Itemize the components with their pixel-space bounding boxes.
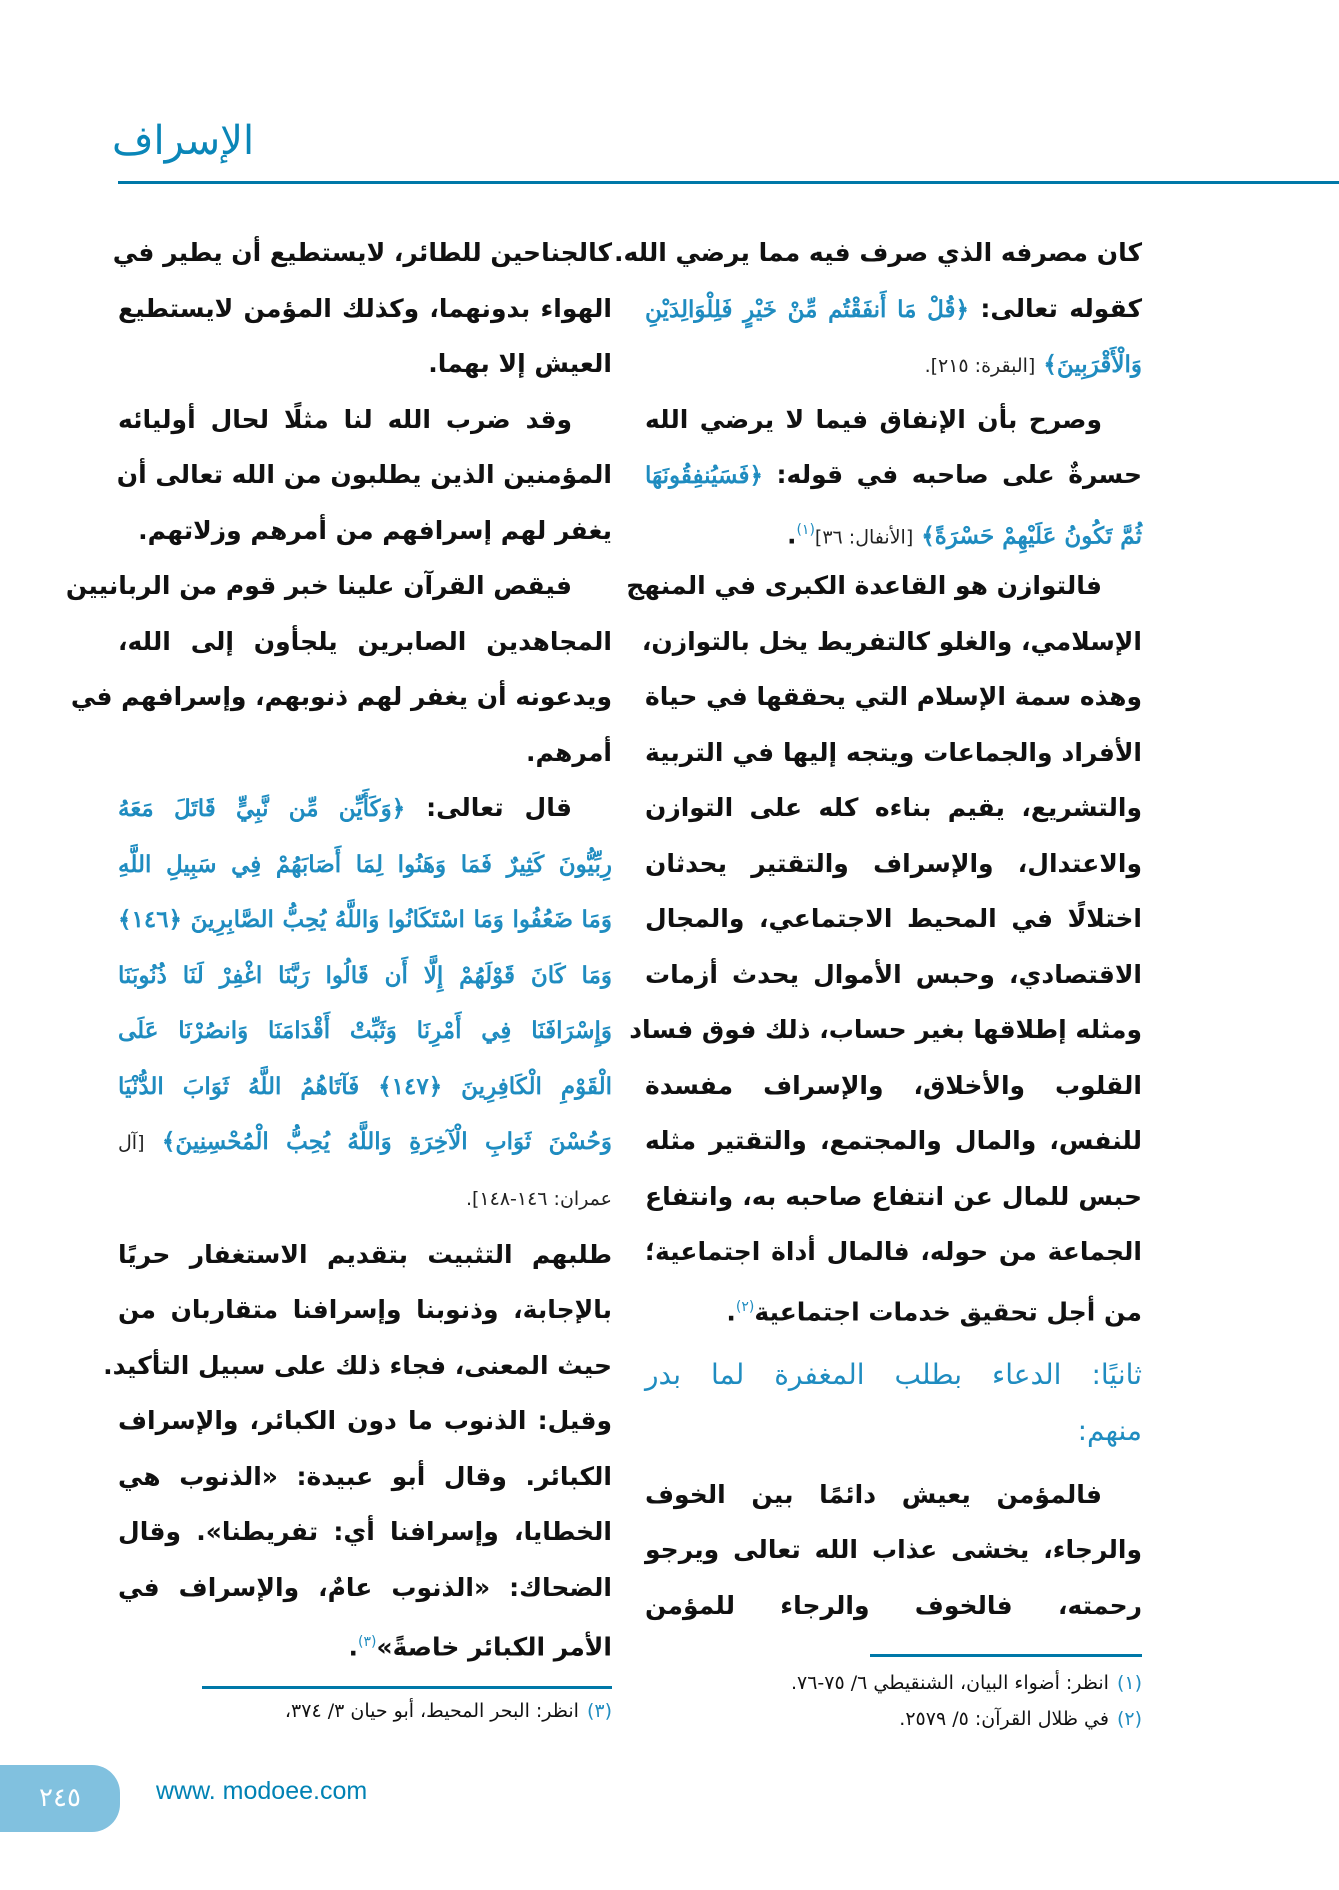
right-column <box>613 225 1142 1633</box>
text-line <box>118 836 612 892</box>
text-line <box>118 1615 612 1671</box>
quran-text: الْقَوْمِ الْكَافِرِينَ ﴿١٤٧﴾ فَآتَاهُمُ اللَّهُ ثَوَابَ الدُّنْيَا <box>118 1072 612 1100</box>
quran-text: وَإِسْرَافَنَا فِي أَمْرِنَا وَثَبِّتْ أَقْدَامَنَا وَانصُرْنَا عَلَى <box>118 1017 612 1044</box>
body-text: فيقص القرآن علينا خبر قوم من الربانيين <box>65 571 572 600</box>
footnote-ref[interactable]: (٢) <box>735 1298 755 1315</box>
page-number: ٢٤٥ <box>0 1765 120 1832</box>
text-line <box>118 1169 612 1227</box>
body-text: كالجناحين للطائر، لايستطيع أن يطير في <box>112 238 612 267</box>
text-line <box>629 1002 1142 1058</box>
body-text: أمرهم. <box>525 737 612 767</box>
body-text: الكبائر. وقال أبو عبيدة: «الذنوب هي <box>118 1461 612 1491</box>
text-line <box>118 336 612 392</box>
website-link[interactable]: www. modoee.com <box>156 1777 368 1805</box>
text-line <box>118 1560 612 1616</box>
text-line <box>645 725 1142 781</box>
quran-text: ﴿وَكَأَيِّن مِّن نَّبِيٍّ قَاتَلَ مَعَهُ <box>118 795 406 822</box>
text-line <box>645 1280 1142 1336</box>
text-line <box>645 392 1142 448</box>
text-line <box>118 1058 612 1114</box>
body-text: بالإجابة، وذنوبنا وإسرافنا متقاربان من <box>118 1295 612 1324</box>
text-line <box>645 281 1142 337</box>
body-text: . <box>348 1632 358 1662</box>
text-line <box>118 503 612 559</box>
quran-text: وَحُسْنَ ثَوَابِ الْآخِرَةِ وَاللَّهُ يُحِبُّ الْمُحْسِنِينَ﴾ <box>144 1128 612 1155</box>
footnote-separator-right <box>870 1654 1142 1657</box>
quran-text: رِبِّيُّونَ كَثِيرٌ فَمَا وَهَنُوا لِمَا أَصَابَهُمْ فِي سَبِيلِ اللَّهِ <box>118 850 612 878</box>
body-text: فالمؤمن يعيش دائمًا بين الخوف <box>645 1479 1102 1509</box>
body-text: . <box>726 1296 736 1326</box>
footnote-mark: (٢) <box>1116 1708 1142 1730</box>
text-line <box>645 1347 1142 1403</box>
body-text: المؤمنين الذين يطلبون من الله تعالى أن <box>116 460 612 489</box>
citation: [آل <box>118 1132 145 1154</box>
text-line <box>645 1224 1142 1280</box>
footnote-text: في ظلال القرآن: ٥/ ٢٥٧٩. <box>899 1708 1109 1730</box>
body-text: الخطايا، وإسرافنا أي: تفريطنا». وقال <box>118 1517 612 1546</box>
text-line <box>118 725 612 781</box>
body-text: القلوب والأخلاق، والإسراف مفسدة <box>645 1070 1142 1100</box>
text-line <box>645 1522 1142 1578</box>
footnote-3 <box>285 1700 612 1722</box>
text-line <box>118 281 612 337</box>
text-line <box>645 336 1142 392</box>
body-text: طلبهم التثبيت بتقديم الاستغفار حريًا <box>118 1239 612 1269</box>
text-line <box>613 225 1142 281</box>
body-text: الأفراد والجماعات ويتجه إليها في التربية <box>645 737 1142 767</box>
text-line <box>103 1338 612 1394</box>
body-text: والاعتدال، والإسراف والتقتير يحدثان <box>645 848 1142 878</box>
text-line <box>65 558 612 614</box>
footnote-text: انظر: البحر المحيط، أبو حيان ٣/ ٣٧٤، <box>284 1700 579 1722</box>
body-text: من أجل تحقيق خدمات اجتماعية <box>754 1296 1142 1326</box>
body-text: ومثله إطلاقها بغير حساب، ذلك فوق فساد <box>629 1015 1142 1044</box>
text-line <box>118 614 612 670</box>
footnote-1 <box>791 1672 1142 1694</box>
footnote-ref[interactable]: (٣) <box>358 1634 377 1650</box>
left-column <box>65 225 612 1671</box>
text-line <box>118 947 612 1003</box>
text-line <box>118 1504 612 1560</box>
body-text: . <box>786 519 797 549</box>
text-line <box>645 947 1142 1003</box>
body-text: المجاهدين الصابرين يلجأون إلى الله، <box>118 626 612 656</box>
body-text: وقد ضرب الله لنا مثلًا لحال أوليائه <box>118 404 572 434</box>
body-text: حبس للمال عن انتفاع صاحبه به، وانتفاع <box>645 1181 1142 1211</box>
text-line <box>118 1449 612 1505</box>
body-text: الهواء بدونهما، وكذلك المؤمن لايستطيع <box>118 293 612 323</box>
text-line <box>645 1113 1142 1169</box>
body-text: العيش إلا بهما. <box>428 349 612 378</box>
body-text: قال تعالى: <box>405 793 573 822</box>
text-line <box>118 392 612 448</box>
quran-text: ﴿قُلْ مَا أَنفَقْتُم مِّنْ خَيْرٍ فَلِلْوَالِدَيْنِ <box>645 295 969 323</box>
quran-text: وَمَا ضَعُفُوا وَمَا اسْتَكَانُوا وَاللَّهُ يُحِبُّ الصَّابِرِينَ ﴿١٤٦﴾ <box>118 906 612 933</box>
citation: [البقرة: ٢١٥]. <box>924 355 1036 377</box>
chapter-title: الإسراف <box>112 118 255 164</box>
body-text: الأمر الكبائر خاصةً» <box>376 1632 612 1662</box>
text-line <box>70 669 612 725</box>
text-line <box>645 1467 1142 1523</box>
footnote-text: انظر: أضواء البيان، الشنقيطي ٦/ ٧٥-٧٦. <box>790 1672 1109 1694</box>
body-text: وقيل: الذنوب ما دون الكبائر، والإسراف <box>118 1406 612 1435</box>
citation: عمران: ١٤٦-١٤٨]. <box>465 1187 612 1210</box>
text-line <box>641 614 1142 670</box>
section-heading: ثانيًا: الدعاء بطلب المغفرة لما بدر <box>645 1358 1142 1391</box>
body-text: الجماعة من حوله، فالمال أداة اجتماعية؛ <box>645 1237 1142 1266</box>
text-line <box>626 558 1142 614</box>
quran-text: وَمَا كَانَ قَوْلَهُمْ إِلَّا أَن قَالُوا رَبَّنَا اغْفِرْ لَنَا ذُنُوبَنَا <box>118 961 612 989</box>
text-line <box>645 1403 1142 1453</box>
text-line <box>645 1058 1142 1114</box>
text-line <box>645 669 1142 725</box>
text-line <box>645 891 1142 947</box>
text-line <box>118 1227 612 1283</box>
footnote-2 <box>899 1708 1142 1730</box>
citation: [الأنفال: ٣٦] <box>814 525 914 548</box>
text-line <box>645 503 1142 559</box>
text-line <box>645 447 1142 503</box>
body-text: كقوله تعالى: <box>968 293 1142 323</box>
body-text: اختلالًا في المحيط الاجتماعي، والمجال <box>645 904 1142 933</box>
footnote-ref[interactable]: (١) <box>796 521 815 538</box>
text-line <box>645 1169 1142 1225</box>
text-line <box>112 225 612 281</box>
header-rule <box>118 181 1339 184</box>
body-text: الإسلامي، والغلو كالتفريط يخل بالتوازن، <box>641 626 1142 656</box>
footnote-mark: (٣) <box>586 1700 612 1722</box>
section-heading: منهم: <box>1077 1413 1142 1447</box>
body-text: يغفر لهم إسرافهم من أمرهم وزلاتهم. <box>138 515 612 545</box>
quran-text: ﴿فَسَيُنفِقُونَهَا <box>645 462 764 489</box>
text-line <box>118 780 612 836</box>
quran-text: وَالْأَقْرَبِينَ﴾ <box>1035 351 1142 378</box>
text-line <box>645 836 1142 892</box>
body-text: كان مصرفه الذي صرف فيه مما يرضي الله. <box>613 238 1142 267</box>
body-text: وهذه سمة الإسلام التي يحققها في حياة <box>645 682 1142 711</box>
text-line <box>118 1002 612 1058</box>
body-text: حسرةٌ على صاحبه في قوله: <box>763 460 1142 489</box>
text-line <box>118 1113 612 1169</box>
body-text: وصرح بأن الإنفاق فيما لا يرضي الله <box>645 404 1102 434</box>
text-line <box>645 780 1142 836</box>
body-text: رحمته، فالخوف والرجاء للمؤمن <box>645 1590 1142 1620</box>
footnote-mark: (١) <box>1116 1672 1142 1694</box>
body-text: الاقتصادي، وحبس الأموال يحدث أزمات <box>645 959 1142 989</box>
text-line <box>645 1578 1142 1634</box>
body-text: والرجاء، يخشى عذاب الله تعالى ويرجو <box>645 1535 1142 1564</box>
body-text: حيث المعنى، فجاء ذلك على سبيل التأكيد. <box>103 1350 612 1380</box>
footnote-separator-left <box>202 1686 612 1689</box>
text-line <box>118 447 612 503</box>
text-line <box>118 1393 612 1449</box>
body-text: للنفس، والمال والمجتمع، والتقتير مثله <box>645 1126 1142 1155</box>
body-text: الضحاك: «الذنوب عامٌ، والإسراف في <box>118 1572 612 1602</box>
text-line <box>118 891 612 947</box>
text-line <box>118 1282 612 1338</box>
body-text: فالتوازن هو القاعدة الكبرى في المنهج <box>626 571 1102 600</box>
quran-text: ثُمَّ تَكُونُ عَلَيْهِمْ حَسْرَةً﴾ <box>913 521 1142 549</box>
body-text: والتشريع، يقيم بناءه كله على التوازن <box>645 793 1142 822</box>
body-text: ويدعونه أن يغفر لهم ذنوبهم، وإسرافهم في <box>70 682 612 711</box>
